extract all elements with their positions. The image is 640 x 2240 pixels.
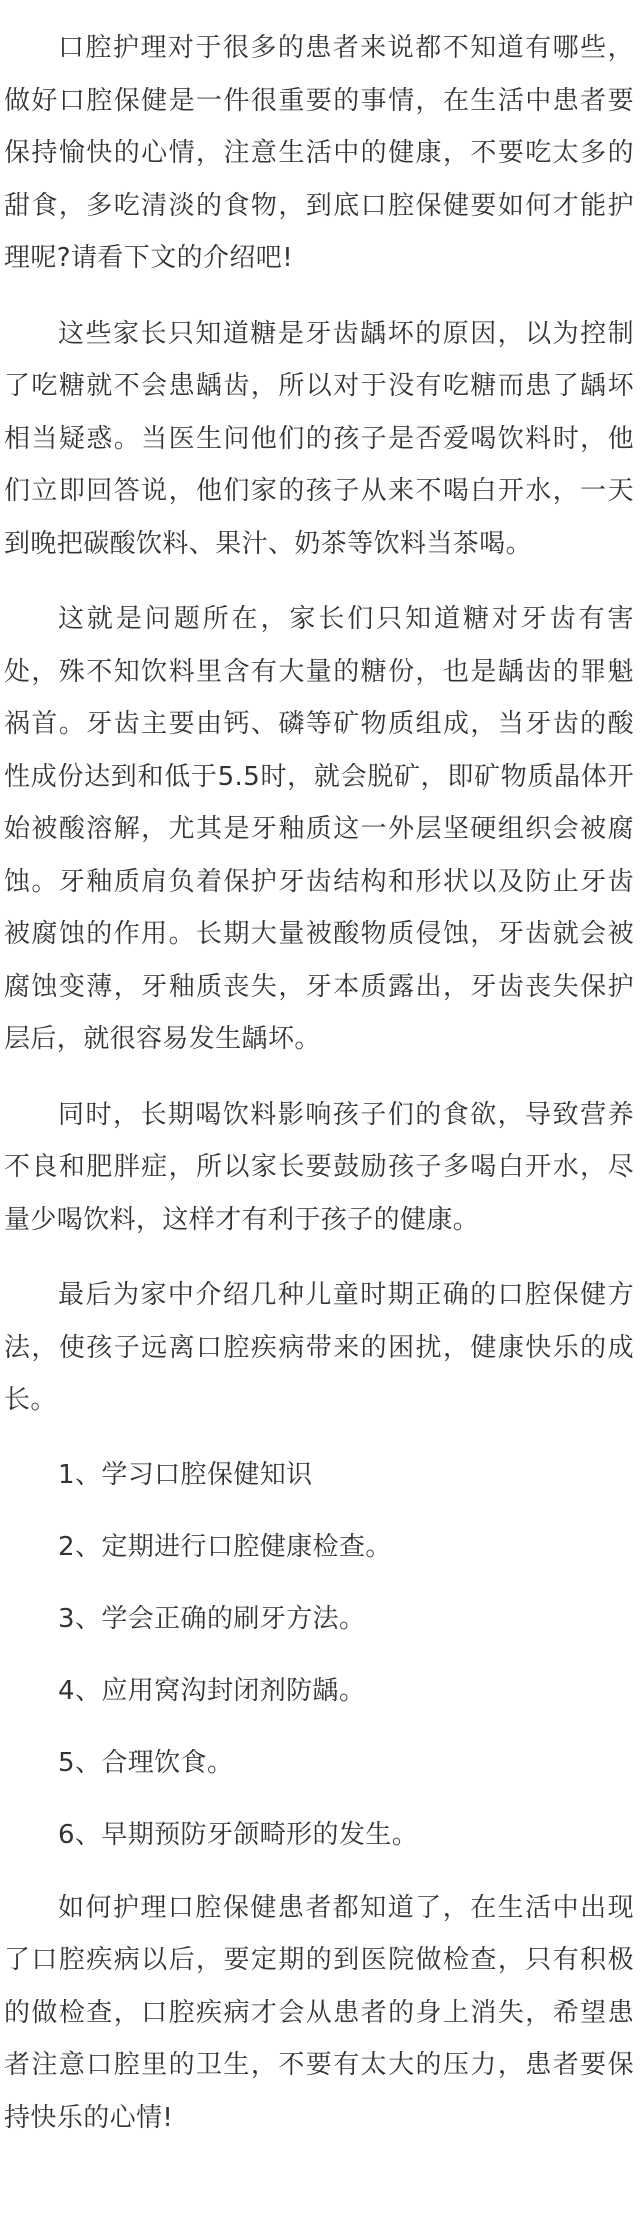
- intro-paragraph: 口腔护理对于很多的患者来说都不知道有哪些，做好口腔保健是一件很重要的事情，在生活中患者要保持愉快的心情，注意生活中的健康，不要吃太多的甜食，多吃清淡的食物，到底口腔保健要如何才能护理呢?请看下文的介绍吧!: [4, 33, 634, 273]
- list-item: 3、学会正确的刷牙方法。: [58, 1603, 366, 1634]
- drink-water-paragraph: 同时，长期喝饮料影响孩子们的食欲，导致营养不良和肥胖症，所以家长要鼓励孩子多喝白开水，尽量少喝饮料，这样才有利于孩子的健康。: [4, 1099, 634, 1235]
- list-item: 1、学习口腔保健知识: [58, 1459, 313, 1490]
- enamel-erosion-paragraph: 这就是问题所在，家长们只知道糖对牙齿有害处，殊不知饮料里含有大量的糖份，也是龋齿的罪魁祸首。牙齿主要由钙、磷等矿物质组成，当牙齿的酸性成份达到和低于5.5时，就会脱矿，即矿物质晶体开始被酸溶解，尤其是牙釉质这一外层坚硬组织会被腐蚀。牙釉质肩负着保护牙齿结构和形状以及防止牙齿被腐蚀的作用。长期大量被酸物质侵蚀，牙齿就会被腐蚀变薄，牙釉质丧失，牙本质露出，牙齿丧失保护层后，就很容易发生龋坏。: [4, 604, 634, 1054]
- list-item: 2、定期进行口腔健康检查。: [58, 1531, 392, 1562]
- list-item: 5、合理饮食。: [58, 1747, 234, 1778]
- methods-intro-paragraph: 最后为家中介绍几种儿童时期正确的口腔保健方法，使孩子远离口腔疾病带来的困扰，健康快乐的成长。: [4, 1280, 634, 1415]
- closing-paragraph: 如何护理口腔保健患者都知道了，在生活中出现了口腔疾病以后，要定期的到医院做检查，只有积极的做检查，口腔疾病才会从患者的身上消失，希望患者注意口腔里的卫生，不要有太大的压力，患者要保持快乐的心情!: [4, 1892, 634, 2133]
- list-item: 4、应用窝沟封闭剂防龋。: [58, 1675, 366, 1706]
- methods-list: [4, 1450, 634, 1860]
- list-item: 6、早期预防牙颌畸形的发生。: [58, 1819, 419, 1850]
- parents-sugar-paragraph: 这些家长只知道糖是牙齿龋坏的原因，以为控制了吃糖就不会患龋齿，所以对于没有吃糖而患了龋坏相当疑惑。当医生问他们的孩子是否爱喝饮料时，他们立即回答说，他们家的孩子从来不喝白开水，一天到晚把碳酸饮料、果汁、奶茶等饮料当茶喝。: [4, 318, 634, 559]
